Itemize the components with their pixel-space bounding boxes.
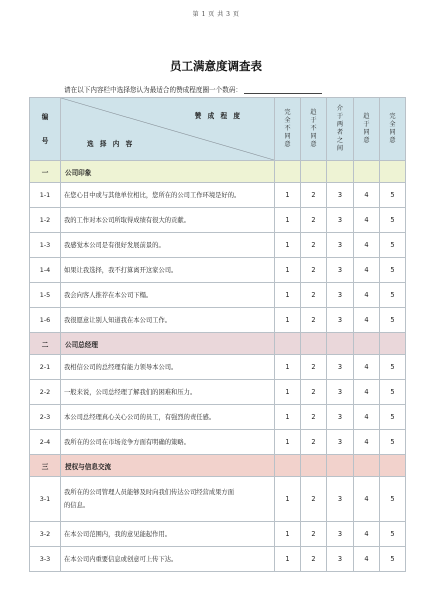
rating-option[interactable]: 4 xyxy=(354,380,380,405)
rating-option[interactable]: 1 xyxy=(275,355,301,380)
rating-option[interactable]: 4 xyxy=(354,308,380,333)
rating-option[interactable]: 2 xyxy=(301,183,327,208)
rating-option[interactable]: 4 xyxy=(354,547,380,572)
rating-option[interactable]: 5 xyxy=(380,405,406,430)
scale-header-char: 同 xyxy=(284,133,291,140)
table-header-row xyxy=(30,98,406,161)
survey-table xyxy=(29,97,406,572)
question-row xyxy=(30,477,406,522)
scale-header-char: 介 xyxy=(336,105,344,112)
question-text: 我会向客人推荐在本公司下榻。 xyxy=(61,283,275,308)
rating-option[interactable]: 4 xyxy=(354,258,380,283)
rating-option[interactable]: 3 xyxy=(327,183,354,208)
survey-body xyxy=(30,161,406,572)
scale-header-char: 全 xyxy=(389,121,396,128)
question-row xyxy=(30,547,406,572)
section-empty-cell xyxy=(275,455,301,477)
question-text: 一般来说，公司总经理了解我们的困难和压力。 xyxy=(61,380,275,405)
scale-header-char: 同 xyxy=(310,133,317,140)
rating-option[interactable]: 5 xyxy=(380,283,406,308)
scale-header-char: 意 xyxy=(284,141,291,148)
rating-option[interactable]: 1 xyxy=(275,380,301,405)
question-number: 1-1 xyxy=(30,183,61,208)
section-empty-cell xyxy=(354,455,380,477)
rating-option[interactable]: 2 xyxy=(301,522,327,547)
question-number: 1-6 xyxy=(30,308,61,333)
section-row xyxy=(30,455,406,477)
question-number: 2-3 xyxy=(30,405,61,430)
question-number: 1-5 xyxy=(30,283,61,308)
scale-header-char: 趋 xyxy=(310,109,317,116)
scale-header-char: 者 xyxy=(336,129,344,136)
instruction-text xyxy=(64,84,322,94)
rating-option[interactable]: 4 xyxy=(354,522,380,547)
question-row xyxy=(30,405,406,430)
rating-option[interactable]: 1 xyxy=(275,430,301,455)
question-number: 2-4 xyxy=(30,430,61,455)
section-empty-cell xyxy=(275,333,301,355)
rating-option[interactable]: 5 xyxy=(380,208,406,233)
section-empty-cell xyxy=(301,333,327,355)
scale-header-agree xyxy=(354,98,380,161)
rating-option[interactable]: 4 xyxy=(354,283,380,308)
rating-option[interactable]: 5 xyxy=(380,477,406,522)
section-empty-cell xyxy=(301,161,327,183)
rating-option[interactable]: 3 xyxy=(327,258,354,283)
rating-option[interactable]: 3 xyxy=(327,355,354,380)
section-empty-cell xyxy=(301,455,327,477)
rating-option[interactable]: 1 xyxy=(275,258,301,283)
question-text: 本公司总经理真心关心公司的员工，有强烈的责任感。 xyxy=(61,405,275,430)
section-empty-cell xyxy=(354,333,380,355)
question-row xyxy=(30,380,406,405)
scale-header-char: 于 xyxy=(363,121,370,128)
scale-header-char: 不 xyxy=(284,125,291,132)
question-number: 3-2 xyxy=(30,522,61,547)
rating-option[interactable]: 3 xyxy=(327,430,354,455)
question-row xyxy=(30,522,406,547)
rating-option[interactable]: 4 xyxy=(354,405,380,430)
scale-header-strongly-disagree xyxy=(275,98,301,161)
question-row xyxy=(30,308,406,333)
scale-header-char: 完 xyxy=(284,109,291,116)
question-number: 1-3 xyxy=(30,233,61,258)
question-number: 2-1 xyxy=(30,355,61,380)
rating-option[interactable]: 2 xyxy=(301,283,327,308)
rating-option[interactable]: 3 xyxy=(327,380,354,405)
scale-header-char: 于 xyxy=(310,117,317,124)
rating-option[interactable]: 4 xyxy=(354,208,380,233)
rating-option[interactable]: 1 xyxy=(275,522,301,547)
scale-header-char: 意 xyxy=(310,141,317,148)
page-title: 员工满意度调查表 xyxy=(170,59,262,73)
section-row xyxy=(30,333,406,355)
rating-option[interactable]: 2 xyxy=(301,308,327,333)
question-row xyxy=(30,355,406,380)
question-row xyxy=(30,258,406,283)
rating-option[interactable]: 3 xyxy=(327,208,354,233)
scale-header-char: 完 xyxy=(389,113,396,120)
scale-header-char: 全 xyxy=(284,117,291,124)
section-empty-cell xyxy=(380,455,406,477)
question-row xyxy=(30,183,406,208)
scale-header-strongly-agree xyxy=(380,98,406,161)
rating-option[interactable]: 3 xyxy=(327,283,354,308)
rating-option[interactable]: 2 xyxy=(301,430,327,455)
question-text xyxy=(61,477,275,522)
question-row xyxy=(30,430,406,455)
question-number: 1-4 xyxy=(30,258,61,283)
scale-header-char: 同 xyxy=(389,129,396,136)
rating-option[interactable]: 3 xyxy=(327,547,354,572)
section-number: 二 xyxy=(30,333,61,355)
rating-option[interactable]: 5 xyxy=(380,522,406,547)
scale-header-disagree xyxy=(301,98,327,161)
scale-header-char: 趋 xyxy=(363,113,370,120)
question-text-line: 我所在的公司管理人员能够及时向我们传达公司经营成果方面 xyxy=(64,489,235,496)
rating-option[interactable]: 4 xyxy=(354,233,380,258)
question-text-line: 的信息。 xyxy=(64,502,90,509)
section-number: 一 xyxy=(30,161,61,183)
scale-header-char: 意 xyxy=(363,137,370,144)
scale-header-char: 之 xyxy=(336,137,344,144)
content-choice-label: 选 择 内 容 xyxy=(87,140,135,148)
answer-blank-line xyxy=(244,87,322,94)
question-row xyxy=(30,233,406,258)
question-number: 3-1 xyxy=(30,477,61,522)
section-empty-cell xyxy=(380,333,406,355)
question-number: 2-2 xyxy=(30,380,61,405)
rating-option[interactable]: 5 xyxy=(380,430,406,455)
scale-header-char: 两 xyxy=(336,121,344,128)
rating-option[interactable]: 2 xyxy=(301,547,327,572)
rating-option[interactable]: 1 xyxy=(275,405,301,430)
question-number: 1-2 xyxy=(30,208,61,233)
question-text: 我所在的公司在市场竞争方面有明确的策略。 xyxy=(61,430,275,455)
rating-option[interactable]: 2 xyxy=(301,477,327,522)
rating-option[interactable]: 4 xyxy=(354,477,380,522)
rating-option[interactable]: 5 xyxy=(380,258,406,283)
diagonal-divider-line xyxy=(61,98,274,160)
agreement-level-label: 赞 成 程 度 xyxy=(194,112,242,120)
rating-option[interactable]: 1 xyxy=(275,547,301,572)
section-title: 授权与信息交流 xyxy=(61,455,275,477)
rating-option[interactable]: 3 xyxy=(327,308,354,333)
section-row xyxy=(30,161,406,183)
scale-header-char: 意 xyxy=(389,137,396,144)
rating-option[interactable]: 2 xyxy=(301,258,327,283)
question-text: 在您心目中或与其他单位相比，您所在的公司工作环境是好的。 xyxy=(61,183,275,208)
rating-option[interactable]: 5 xyxy=(380,183,406,208)
section-empty-cell xyxy=(327,161,354,183)
section-empty-cell xyxy=(275,161,301,183)
question-text: 在本公司内重要信息或创意可上传下达。 xyxy=(61,547,275,572)
rating-option[interactable]: 5 xyxy=(380,308,406,333)
number-header-char-1: 编 xyxy=(41,113,49,121)
scale-header-char: 不 xyxy=(310,125,317,132)
diagonal-header-cell xyxy=(61,98,275,161)
rating-option[interactable]: 1 xyxy=(275,308,301,333)
number-header-char-2: 号 xyxy=(41,137,49,145)
number-column-header xyxy=(30,98,61,161)
question-text: 如果让我选择，我不打算离开这家公司。 xyxy=(61,258,275,283)
rating-option[interactable]: 4 xyxy=(354,355,380,380)
section-title: 公司印象 xyxy=(61,161,275,183)
question-text: 我相信公司的总经理有能力领导本公司。 xyxy=(61,355,275,380)
rating-option[interactable]: 2 xyxy=(301,355,327,380)
question-row xyxy=(30,208,406,233)
rating-option[interactable]: 1 xyxy=(275,208,301,233)
page-number: 第 1 页 共 3 页 xyxy=(192,11,240,18)
section-empty-cell xyxy=(354,161,380,183)
question-number: 3-3 xyxy=(30,547,61,572)
rating-option[interactable]: 1 xyxy=(275,283,301,308)
scale-header-char: 于 xyxy=(336,113,344,120)
scale-header-neutral xyxy=(327,98,354,161)
rating-option[interactable]: 5 xyxy=(380,380,406,405)
scale-header-char: 同 xyxy=(363,129,370,136)
rating-option[interactable]: 2 xyxy=(301,405,327,430)
rating-option[interactable]: 5 xyxy=(380,233,406,258)
section-number: 三 xyxy=(30,455,61,477)
rating-option[interactable]: 1 xyxy=(275,183,301,208)
instruction-label: 请在以下内容栏中选择您认为最适合的赞成程度圈一个数码： xyxy=(64,86,243,94)
rating-option[interactable]: 1 xyxy=(275,477,301,522)
question-row xyxy=(30,283,406,308)
question-text: 我很愿意让别人知道我在本公司工作。 xyxy=(61,308,275,333)
rating-option[interactable]: 3 xyxy=(327,522,354,547)
section-title: 公司总经理 xyxy=(61,333,275,355)
rating-option[interactable]: 4 xyxy=(354,183,380,208)
rating-option[interactable]: 2 xyxy=(301,233,327,258)
scale-header-char: 间 xyxy=(336,145,344,152)
section-empty-cell xyxy=(380,161,406,183)
rating-option[interactable]: 5 xyxy=(380,355,406,380)
rating-option[interactable]: 4 xyxy=(354,430,380,455)
rating-option[interactable]: 1 xyxy=(275,233,301,258)
rating-option[interactable]: 3 xyxy=(327,233,354,258)
rating-option[interactable]: 3 xyxy=(327,477,354,522)
question-text: 我感觉本公司是有很好发展前景的。 xyxy=(61,233,275,258)
rating-option[interactable]: 2 xyxy=(301,208,327,233)
section-empty-cell xyxy=(327,455,354,477)
rating-option[interactable]: 2 xyxy=(301,380,327,405)
rating-option[interactable]: 5 xyxy=(380,547,406,572)
rating-option[interactable]: 3 xyxy=(327,405,354,430)
section-empty-cell xyxy=(327,333,354,355)
question-text: 我的工作对本公司所取得成绩有很大的贡献。 xyxy=(61,208,275,233)
question-text: 在本公司范围内，我的意见能起作用。 xyxy=(61,522,275,547)
